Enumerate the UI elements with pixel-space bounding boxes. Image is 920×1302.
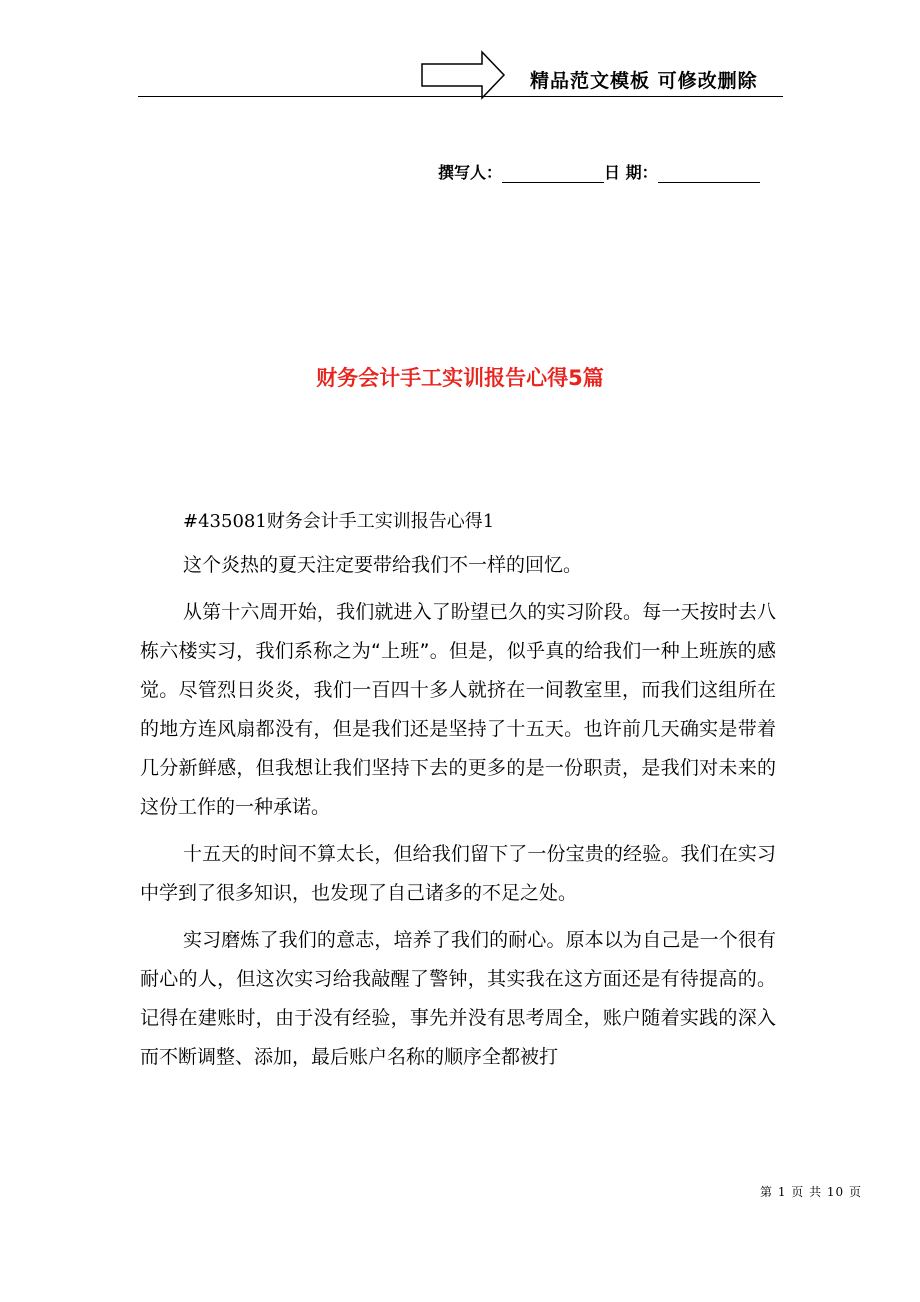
date-label: 日 期： [604,163,658,182]
arrow-icon [420,50,506,100]
date-blank [658,162,760,183]
author-blank [502,162,604,183]
paragraph: 十五天的时间不算太长，但给我们留下了一份宝贵的经验。我们在实习中学到了很多知识，也发现了自己诸多的不足之处。 [140,843,776,904]
author-label: 撰写人： [438,163,503,182]
document-body [140,503,776,1085]
section-heading: #435081财务会计手工实训报告心得1 [183,511,495,532]
header-tagline: 精品范文模板 可修改删除 [530,70,758,92]
paragraph: 实习磨炼了我们的意志，培养了我们的耐心。原本以为自己是一个很有耐心的人，但这次实习给我敲醒了警钟，其实我在这方面还是有待提高的。记得在建账时，由于没有经验，事先并没有思考周全，账户随着实践的深入而不断调整、添加，最后账户名称的顺序全都被打 [140,929,776,1068]
header-divider [138,96,783,97]
signature-row [438,160,760,183]
paragraph: 这个炎热的夏天注定要带给我们不一样的回忆。 [183,554,583,576]
paragraph: 从第十六周开始，我们就进入了盼望已久的实习阶段。每一天按时去八栋六楼实习，我们系称之为“上班”。但是，似乎真的给我们一种上班族的感觉。尽管烈日炎炎，我们一百四十多人就挤在一间教室里，而我们这组所在的地方连风扇都没有，但是我们还是坚持了十五天。也许前几天确实是带着几分新鲜感，但我想让我们坚持下去的更多的是一份职责，是我们对未来的这份工作的一种承诺。 [140,601,776,818]
document-title: 财务会计手工实训报告心得5篇 [316,366,604,390]
page-number: 第 1 页 共 10 页 [760,1185,862,1199]
